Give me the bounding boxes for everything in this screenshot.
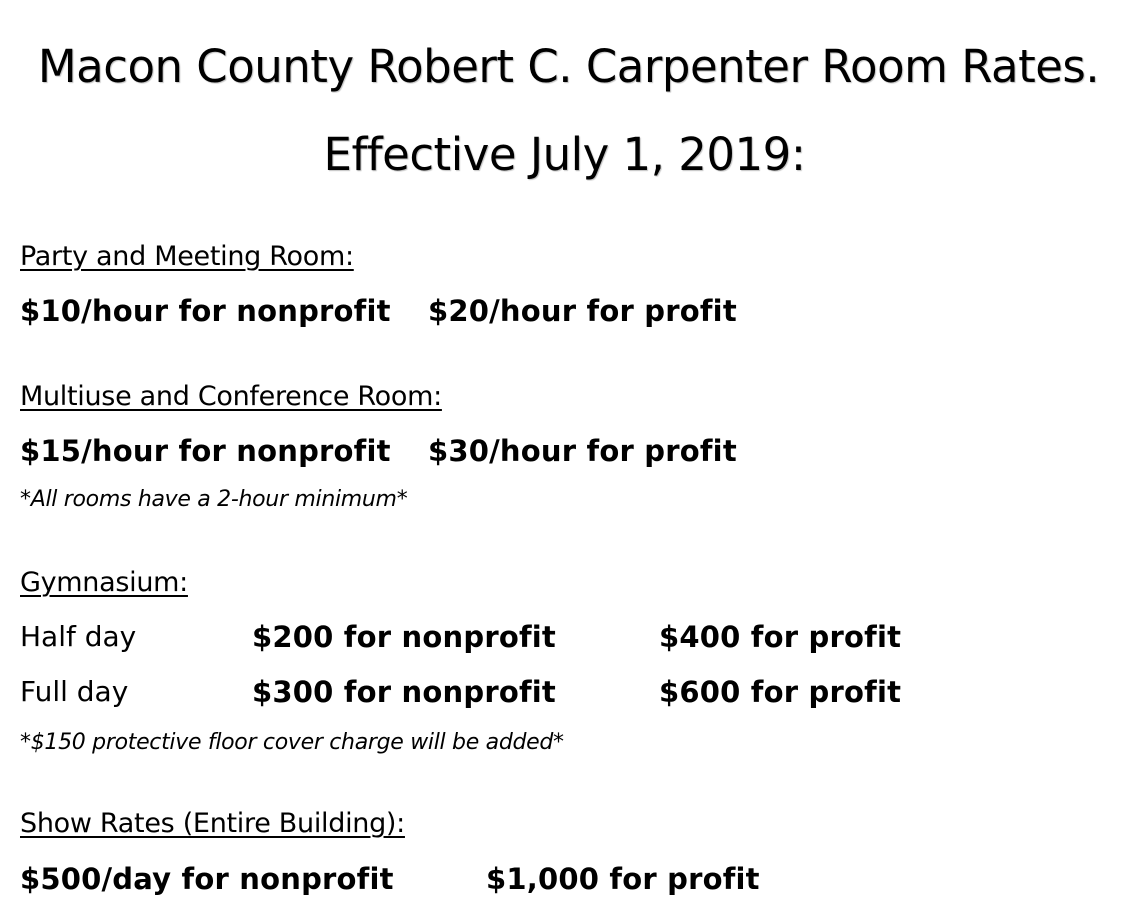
page-title: Macon County Robert C. Carpenter Room Rates. <box>37 40 1100 93</box>
show-rates-nonprofit-rate: $500/day for nonprofit <box>20 862 394 896</box>
party-room-nonprofit-rate: $10/hour for nonprofit <box>20 294 391 328</box>
floor-cover-note: *$150 protective floor cover charge will be added* <box>20 730 564 755</box>
gym-full-day-profit-rate: $600 for profit <box>659 675 902 709</box>
gym-half-day-nonprofit-rate: $200 for nonprofit <box>252 620 556 654</box>
multiuse-room-heading: Multiuse and Conference Room: <box>20 381 442 412</box>
gymnasium-heading: Gymnasium: <box>20 567 188 598</box>
party-room-profit-rate: $20/hour for profit <box>428 294 737 328</box>
minimum-hours-note: *All rooms have a 2-hour minimum* <box>20 487 408 512</box>
effective-date: Effective July 1, 2019: <box>323 128 806 181</box>
show-rates-heading: Show Rates (Entire Building): <box>20 808 405 839</box>
party-room-heading: Party and Meeting Room: <box>20 241 354 272</box>
gym-full-day-nonprofit-rate: $300 for nonprofit <box>252 675 556 709</box>
show-rates-profit-rate: $1,000 for profit <box>486 862 760 896</box>
gym-full-day-label: Full day <box>20 675 129 708</box>
gym-half-day-profit-rate: $400 for profit <box>659 620 902 654</box>
multiuse-room-nonprofit-rate: $15/hour for nonprofit <box>20 434 391 468</box>
multiuse-room-profit-rate: $30/hour for profit <box>428 434 737 468</box>
gym-half-day-label: Half day <box>20 620 137 653</box>
